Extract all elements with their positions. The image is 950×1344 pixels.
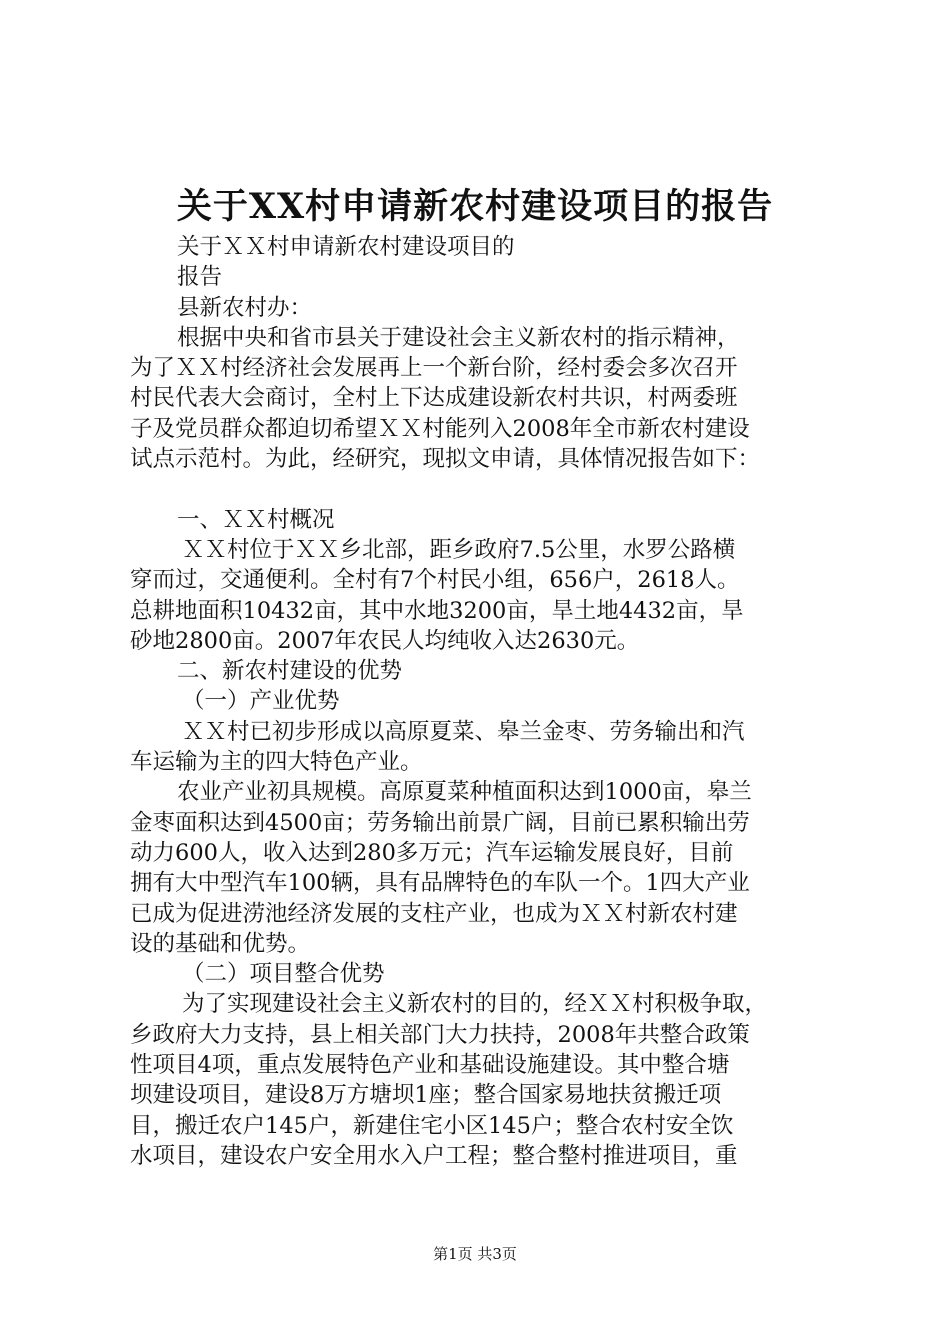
paragraph-line: 性项目4项，重点发展特色产业和基础设施建设。其中整合塘 [130,1052,730,1079]
section-heading: 二、新农村建设的优势 [177,658,403,685]
section-heading: 一、ＸＸ村概况 [177,506,335,533]
paragraph-line: 已成为促进涝池经济发展的支柱产业，也成为ＸＸ村新农村建 [130,900,738,927]
paragraph-line: 目，搬迁农户145户，新建住宅小区145户；整合农村安全饮 [130,1112,734,1139]
document-title: 关于XX村申请新农村建设项目的报告 [176,186,774,227]
paragraph-line: 车运输为主的四大特色产业。 [130,749,423,776]
page-number-footer: 第1页 共3页 [433,1245,517,1263]
paragraph-line: 砂地2800亩。2007年农民人均纯收入达2630元。 [130,627,640,654]
blank-line [130,474,830,504]
paragraph-line: 乡政府大力支持，县上相关部门大力扶持，2008年共整合政策 [130,1021,750,1048]
paragraph-line: 为了ＸＸ村经济社会发展再上一个新台阶，经村委会多次召开 [130,355,738,382]
subsection-heading: （一）产业优势 [182,688,340,715]
paragraph-line: 村民代表大会商讨，全村上下达成建设新农村共识，村两委班 [130,385,738,412]
paragraph-line: 根据中央和省市县关于建设社会主义新农村的指示精神， [177,324,740,351]
document-body [130,232,830,1171]
subtitle-line-1: 关于ＸＸ村申请新农村建设项目的 [177,234,515,260]
paragraph-line: 设的基础和优势。 [130,930,311,957]
paragraph-line: 农业产业初具规模。高原夏菜种植面积达到1000亩，皋兰 [177,779,752,806]
paragraph-line: 试点示范村。为此，经研究，现拟文申请，具体情况报告如下： [130,446,761,473]
subtitle-line-2: 报告 [177,264,223,291]
paragraph-line: 总耕地面积10432亩，其中水地3200亩，旱土地4432亩，旱 [130,597,744,624]
paragraph-line: 穿而过，交通便利。全村有7个村民小组，656户，2618人。 [130,567,740,594]
paragraph-line: 金枣面积达到4500亩；劳务输出前景广阔，目前已累积输出劳 [130,809,750,836]
addressee: 县新农村办： [177,294,313,321]
paragraph-line: 拥有大中型汽车100辆，具有品牌特色的车队一个。1四大产业 [130,870,750,897]
paragraph-line: ＸＸ村已初步形成以高原夏菜、皋兰金枣、劳务输出和汽 [182,718,745,745]
paragraph-line: 为了实现建设社会主义新农村的目的，经ＸＸ村积极争取， [182,991,768,1018]
paragraph-line: 坝建设项目，建设8万方塘坝1座；整合国家易地扶贫搬迁项 [130,1082,722,1109]
paragraph-line: ＸＸ村位于ＸＸ乡北部，距乡政府7.5公里，水罗公路横 [182,536,736,563]
paragraph-line: 水项目，建设农户安全用水入户工程；整合整村推进项目，重 [130,1142,738,1169]
paragraph-line: 动力600人，收入达到280多万元；汽车运输发展良好，目前 [130,839,734,866]
subsection-heading: （二）项目整合优势 [182,961,385,988]
paragraph-line: 子及党员群众都迫切希望ＸＸ村能列入2008年全市新农村建设 [130,415,750,442]
